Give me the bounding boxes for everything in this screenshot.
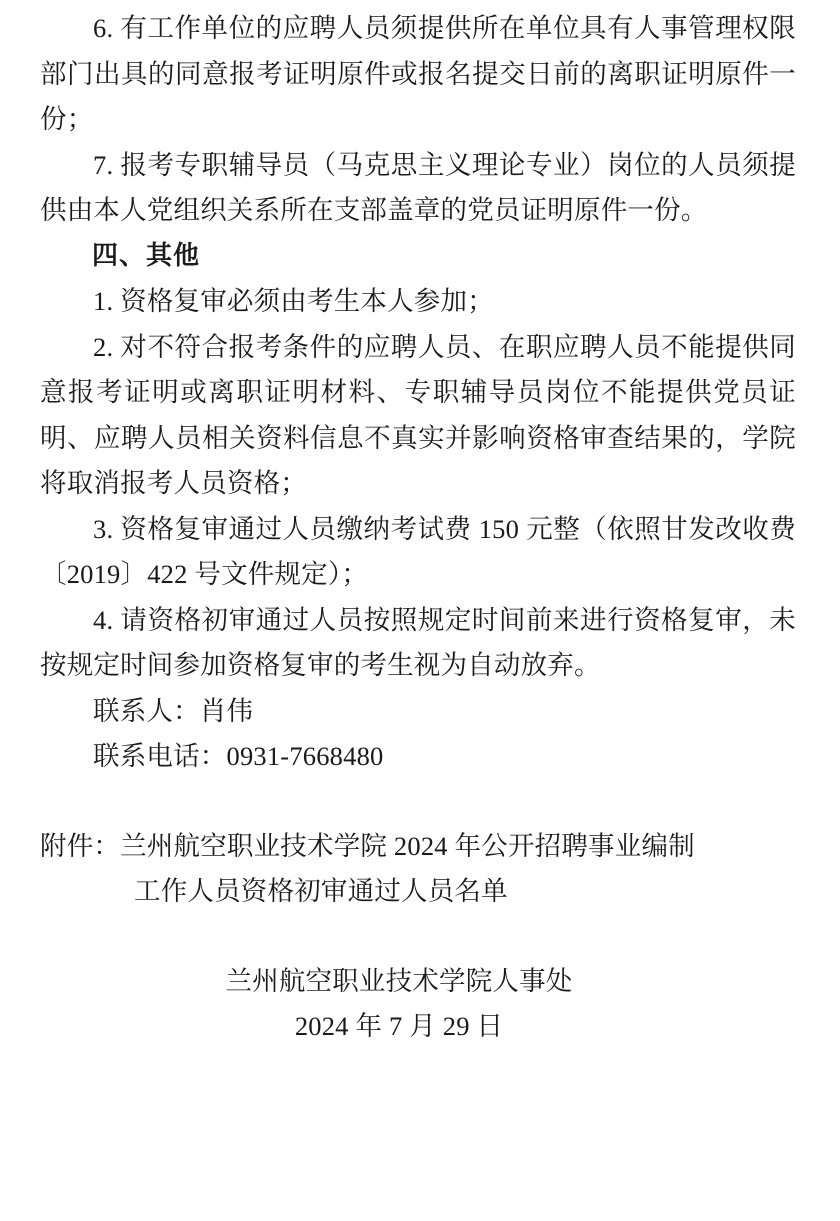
spacer-before-signature (40, 915, 796, 959)
contact-phone: 联系电话：0931-7668480 (93, 741, 384, 771)
contact-person: 联系人：肖伟 (93, 695, 254, 726)
signature-organization: 兰州航空职业技术学院人事处 (225, 965, 573, 996)
section-heading-other: 四、其他 (92, 240, 201, 271)
other-item-2: 2. 对不符合报考条件的应聘人员、在职应聘人员不能提供同意报考证明或离职证明材料、专职辅导员岗位不能提供党员证明、应聘人员相关资料信息不真实并影响资格审查结果的，学院将取消报考人员资格； (40, 331, 796, 498)
signature-date: 2024 年 7 月 29 日 (294, 1011, 504, 1041)
list-item-7: 7. 报考专职辅导员（马克思主义理论专业）岗位的人员须提供由本人党组织关系所在支部盖章的党员证明原件一份。 (40, 149, 796, 225)
spacer-before-attachment (40, 780, 796, 824)
other-item-1: 1. 资格复审必须由考生本人参加； (93, 286, 494, 316)
other-item-3: 3. 资格复审通过人员缴纳考试费 150 元整（依照甘发改收费〔2019〕422 号文件规定）； (40, 513, 796, 589)
other-item-4: 4. 请资格初审通过人员按照规定时间前来进行资格复审，未按规定时间参加资格复审的考生视为自动放弃。 (40, 604, 796, 680)
attachment-line-1: 附件：兰州航空职业技术学院 2024 年公开招聘事业编制 (40, 830, 695, 861)
list-item-6: 6. 有工作单位的应聘人员须提供所在单位具有人事管理权限部门出具的同意报考证明原件或报名提交日前的离职证明原件一份； (40, 13, 796, 134)
attachment-line-2: 工作人员资格初审通过人员名单 (134, 876, 508, 906)
